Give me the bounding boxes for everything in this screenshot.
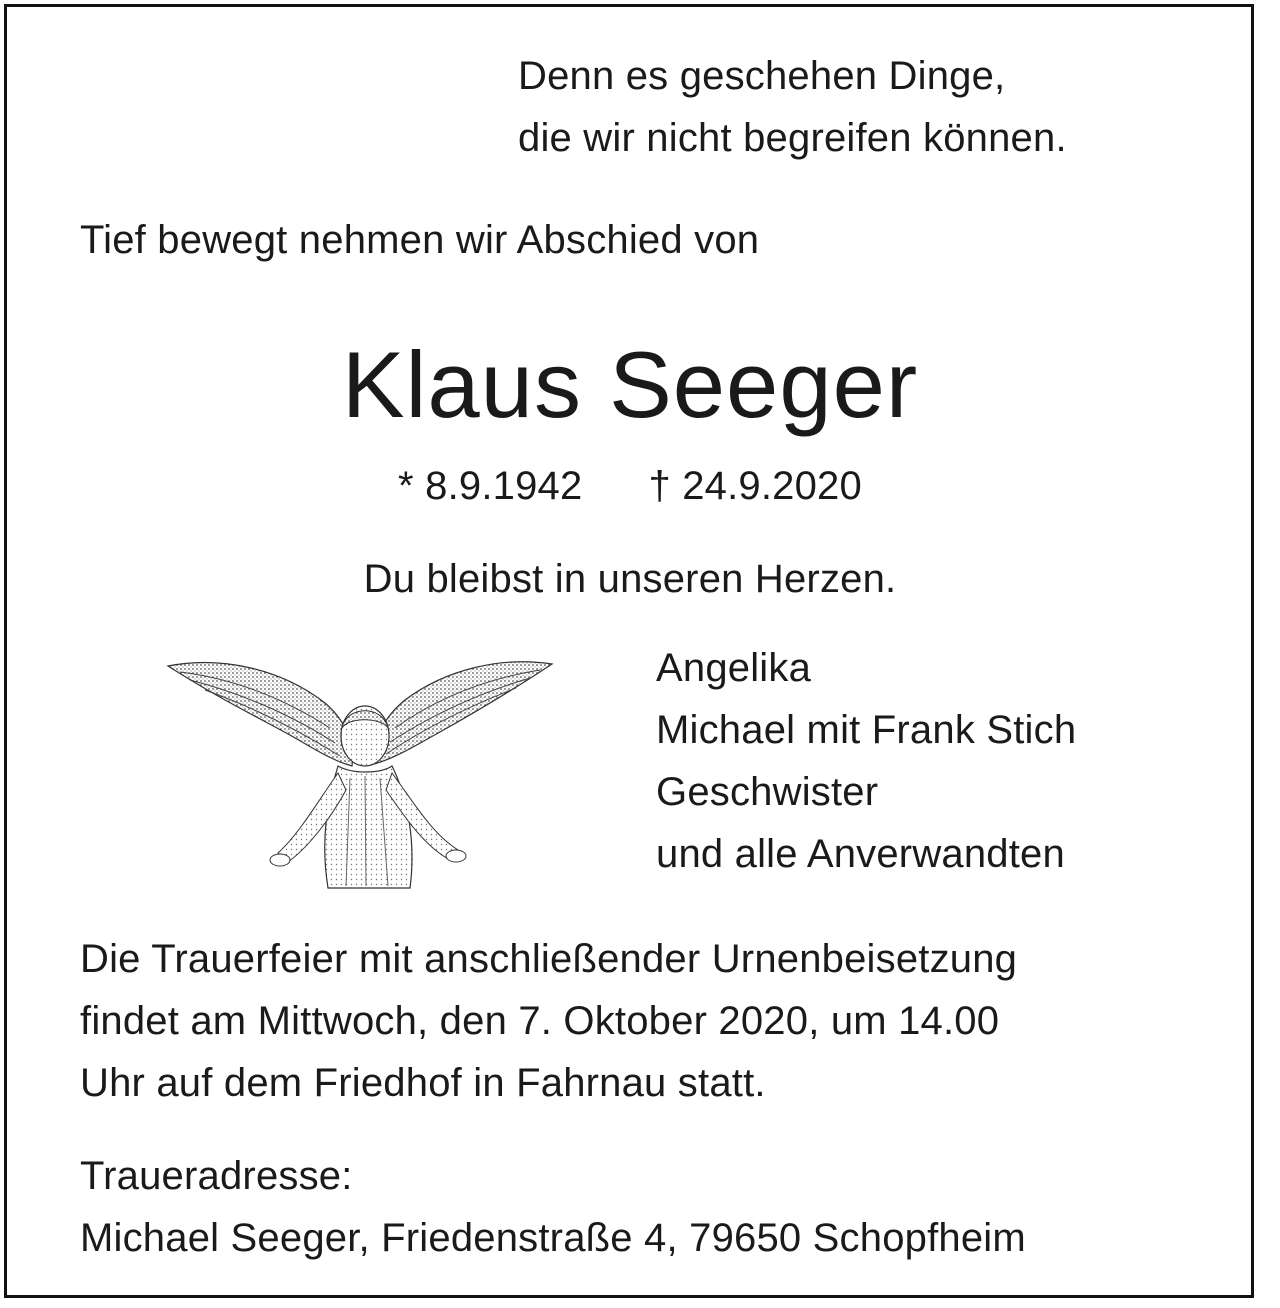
mourner-2: Michael mit Frank Stich: [656, 708, 1077, 752]
epigraph-line-2: die wir nicht begreifen können.: [518, 116, 1067, 160]
mourners-list: [656, 637, 1076, 885]
mourner-3: Geschwister: [656, 770, 879, 814]
ceremony-info: [80, 928, 1017, 1114]
address-value: Michael Seeger, Friedenstraße 4, 79650 Schopfheim: [80, 1216, 1026, 1260]
epigraph: [518, 45, 1067, 169]
mourning-address: [80, 1145, 1026, 1269]
death-date: † 24.9.2020: [648, 464, 862, 508]
intro-text: Tief bewegt nehmen wir Abschied von: [80, 218, 760, 262]
mourner-1: Angelika: [656, 646, 812, 690]
ceremony-line-2: findet am Mittwoch, den 7. Oktober 2020, um 14.00: [80, 999, 1000, 1043]
address-label: Traueradresse:: [80, 1154, 353, 1198]
memorial-motto: Du bleibst in unseren Herzen.: [363, 557, 897, 601]
birth-date: * 8.9.1942: [398, 464, 583, 508]
life-dates: [0, 455, 1260, 517]
ceremony-line-1: Die Trauerfeier mit anschließender Urnenbeisetzung: [80, 937, 1018, 981]
mourner-4: und alle Anverwandten: [656, 832, 1065, 876]
ceremony-line-3: Uhr auf dem Friedhof in Fahrnau statt.: [80, 1061, 766, 1105]
epigraph-line-1: Denn es geschehen Dinge,: [518, 54, 1006, 98]
deceased-name: Klaus Seeger: [341, 332, 919, 437]
angel-illustration-icon: [160, 648, 560, 898]
